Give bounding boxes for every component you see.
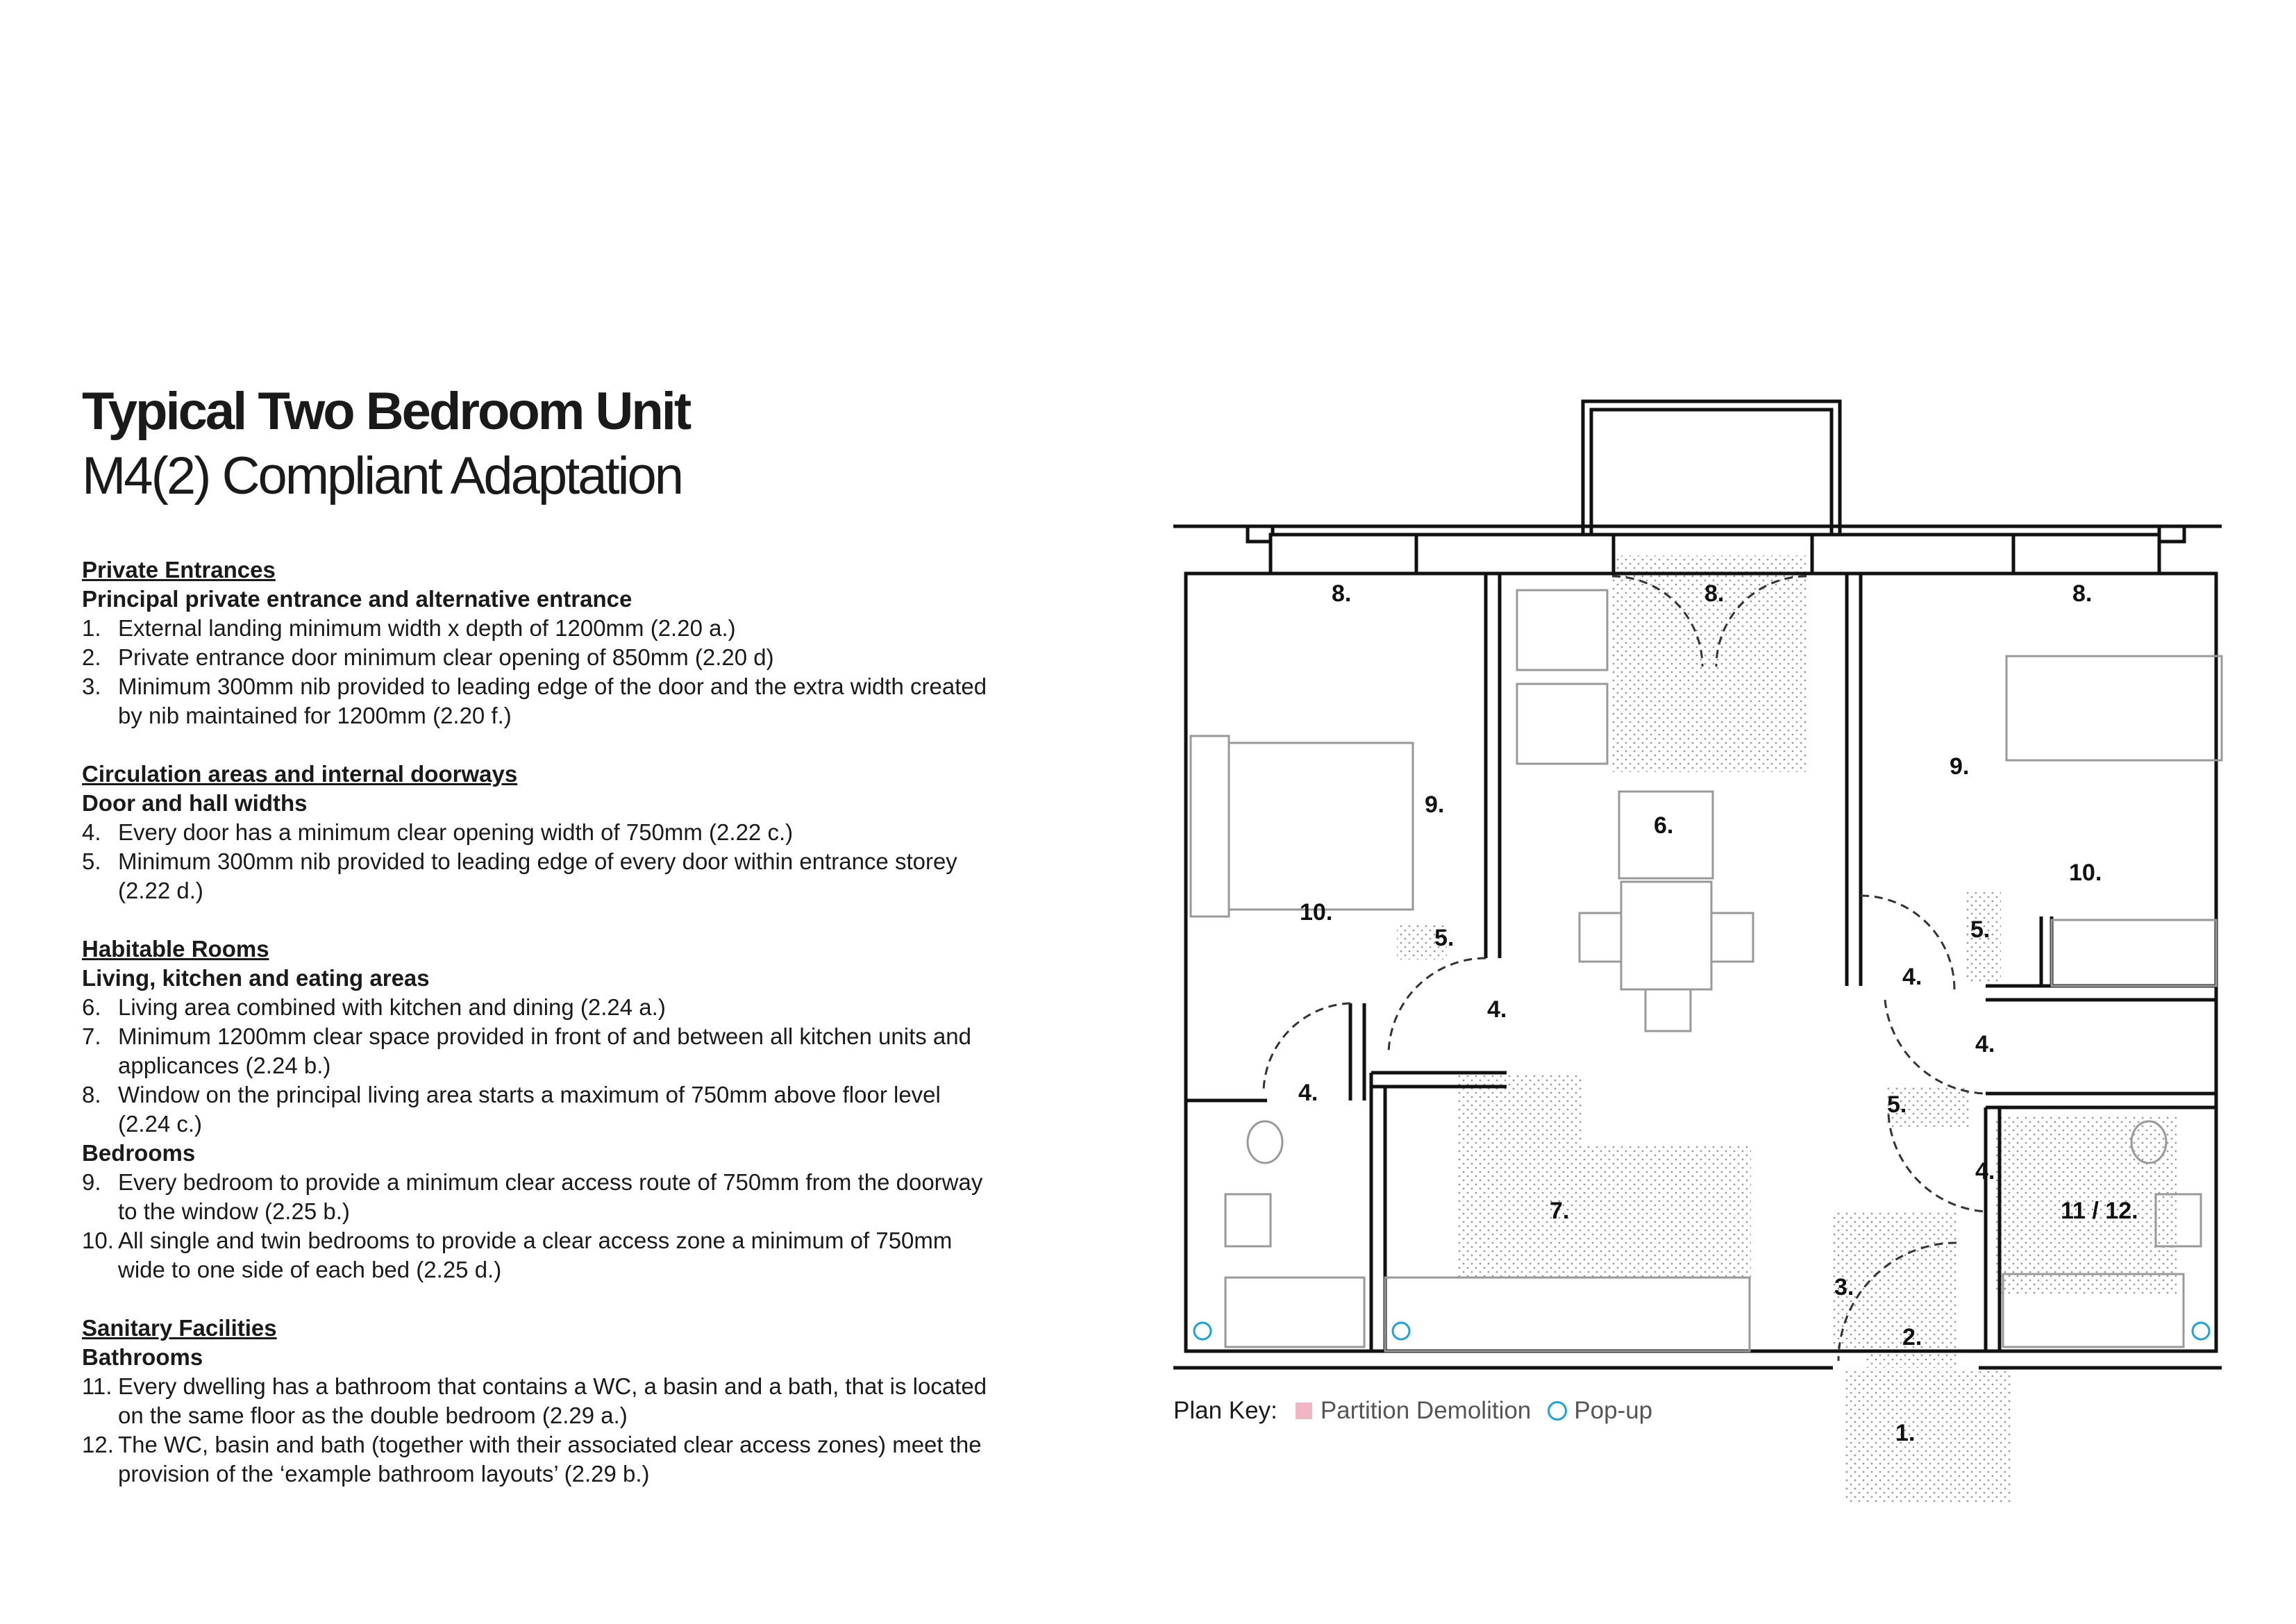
- popup-markers: [1194, 1323, 2209, 1339]
- page-title: Typical Two Bedroom Unit: [82, 382, 690, 441]
- popup-legend: Pop-up: [1574, 1397, 1653, 1424]
- plan-label: 4.: [1975, 1158, 1995, 1184]
- bed-left: [1229, 743, 1413, 910]
- plan-label: 5.: [1434, 925, 1455, 951]
- plan-label: 9.: [1950, 753, 1970, 780]
- plan-label: 4.: [1487, 996, 1507, 1023]
- section-heading: Circulation areas and internal doorways: [82, 761, 518, 787]
- plan-label: 4.: [1298, 1080, 1318, 1106]
- list-item: 1. External landing minimum width x depth of 1200mm (2.20 a.): [82, 615, 736, 641]
- plan-label: 6.: [1654, 812, 1674, 839]
- plan-label: 8.: [2072, 580, 2093, 607]
- plan-key: [1173, 1397, 1669, 1425]
- wardrobe-right: [2052, 920, 2216, 986]
- external-landing-zone: [1845, 1371, 2012, 1503]
- section-heading: Sanitary Facilities: [82, 1315, 277, 1341]
- kitchen-units: [1385, 1278, 1750, 1351]
- list-item: 6. Living area combined with kitchen and dining (2.24 a.): [82, 994, 666, 1020]
- list-item: 3. Minimum 300mm nib provided to leading edge of the door and the extra width created by nib maintained for 1200mm (2.20 f.): [82, 673, 987, 728]
- shower: [1225, 1278, 1364, 1347]
- popup-marker: [1194, 1323, 1211, 1339]
- plan-label: 2.: [1902, 1324, 1922, 1350]
- plan-label: 8.: [1332, 580, 1352, 607]
- section-subheading: Bathrooms: [82, 1344, 203, 1370]
- list-item: 12. The WC, basin and bath (together with their associated clear access zones) meet the provision of the ‘example bathroom layouts’ (2.29 b.): [82, 1432, 982, 1487]
- demolition-legend: Partition Demolition: [1320, 1397, 1532, 1424]
- plan-label: 9.: [1425, 792, 1445, 818]
- list-item: 10. All single and twin bedrooms to provide a clear access zone a minimum of 750mm wide to one side of each bed (2.25 d.): [82, 1228, 953, 1282]
- plan-label: 7.: [1550, 1198, 1570, 1224]
- page-subtitle: M4(2) Compliant Adaptation: [82, 446, 682, 505]
- plan-label: 10.: [1300, 899, 1333, 926]
- clear-access-zones: [1397, 555, 2177, 1503]
- plan-label: 10.: [2069, 860, 2102, 886]
- plan-label: 11 / 12.: [2061, 1198, 2138, 1224]
- section-subheading: Door and hall widths: [82, 790, 308, 816]
- bed-right: [2006, 656, 2222, 760]
- wc-left: [1248, 1121, 1282, 1163]
- section-subheading: Living, kitchen and eating areas: [82, 965, 430, 991]
- plan-label: 4.: [1902, 964, 1922, 990]
- list-item: 9. Every bedroom to provide a minimum clear access route of 750mm from the doorway to the window (2.25 b.): [82, 1169, 983, 1224]
- list-item: 8. Window on the principal living area starts a maximum of 750mm above floor level (2.24 c.): [82, 1082, 941, 1137]
- dining-table: [1621, 882, 1711, 989]
- list-item: 2. Private entrance door minimum clear opening of 850mm (2.20 d): [82, 644, 774, 670]
- sofa: [1517, 590, 1607, 670]
- plan-label: 1.: [1895, 1420, 1916, 1446]
- section-heading: Private Entrances: [82, 557, 276, 583]
- list-item: 7. Minimum 1200mm clear space provided in front of and between all kitchen units and applicances (2.24 b.): [82, 1023, 971, 1078]
- list-item: 5. Minimum 300mm nib provided to leading edge of every door within entrance storey (2.22 d.): [82, 848, 957, 903]
- section-subheading: Principal private entrance and alternative entrance: [82, 586, 632, 612]
- section-heading: Habitable Rooms: [82, 936, 269, 962]
- plan-label: 5.: [1887, 1091, 1907, 1118]
- plan-label: 4.: [1975, 1031, 1995, 1057]
- kitchen-clear-zone: [1458, 1075, 1751, 1278]
- popup-marker: [2193, 1323, 2209, 1339]
- plan-label: 5.: [1970, 916, 1991, 943]
- popup-marker: [1393, 1323, 1409, 1339]
- plan-key-label: Plan Key:: [1173, 1397, 1277, 1424]
- basin-left: [1225, 1194, 1271, 1246]
- list-item: 11. Every dwelling has a bathroom that contains a WC, a basin and a bath, that is located on the same floor as the double bedroom (2.29 a.): [82, 1373, 987, 1428]
- demolition-swatch-icon: [1296, 1403, 1312, 1419]
- plan-label: 3.: [1834, 1274, 1854, 1300]
- list-item: 4. Every door has a minimum clear opening width of 750mm (2.22 c.): [82, 819, 794, 845]
- section-subheading: Bedrooms: [82, 1140, 196, 1166]
- plan-label: 8.: [1704, 580, 1725, 607]
- popup-circle-icon: [1548, 1401, 1567, 1421]
